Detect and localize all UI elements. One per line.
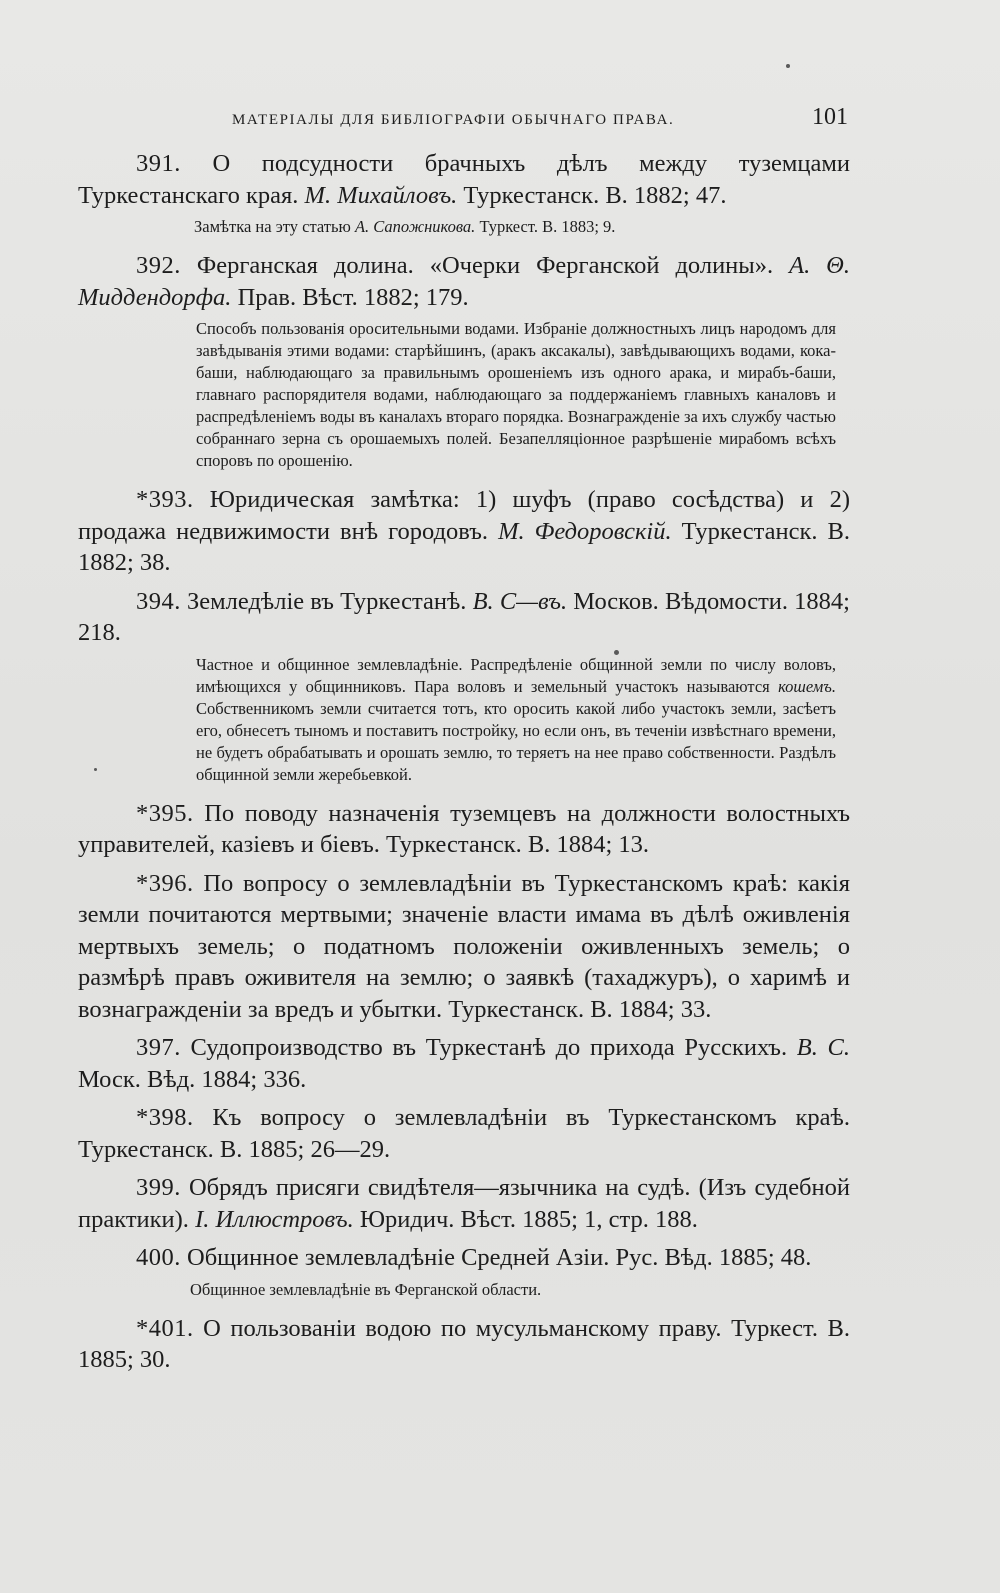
entry-397 (78, 1032, 850, 1095)
entry-text: По поводу назначенія туземцевъ на должности волостныхъ управителей, казіевъ и біевъ. Туркестанск. В. 1884; 13. (78, 799, 850, 858)
entry-author: І. Иллюстровъ. (195, 1205, 354, 1233)
entry-number: *395. (136, 799, 194, 827)
entry-title: Юридическая замѣтка: 1) шуфъ (право сосѣдства) и 2) продажа недвижимости внѣ городовъ. (78, 486, 850, 545)
note-text-continued: Собственникомъ земли считается тотъ, кто оросить какой либо участокъ земли, засѣетъ его, обнесетъ тыномъ и поставитъ постройку, но если онъ, въ теченіи извѣстнаго времени, не будетъ обрабатывать и орошать землю, то теряетъ на нее право собственности. Раздѣлъ общинной земли жеребьевкой. (196, 698, 836, 784)
entry-401 (78, 1313, 850, 1376)
entry-399 (78, 1172, 850, 1235)
entry-391 (78, 148, 850, 211)
entry-title: Земледѣліе въ Туркестанѣ. (180, 587, 473, 615)
entry-391-note (78, 216, 850, 238)
entry-number: 394. (136, 587, 181, 615)
entry-394 (78, 586, 850, 649)
page-number: 101 (812, 104, 848, 130)
entry-392 (78, 250, 850, 313)
entry-source: Юридич. Вѣст. 1885; 1, стр. 188. (353, 1205, 698, 1233)
entry-number: 397. (136, 1034, 181, 1061)
note-text: Общинное землевладѣніе въ Ферганской области. (190, 1279, 542, 1299)
entry-number: *401. (136, 1314, 194, 1342)
note-text: Частное и общинное землевладѣніе. Распредѣленіе общинной земли по числу воловъ, имѣющихся у общинниковъ. Пара воловъ и земельный участокъ называются (196, 654, 836, 696)
note-text: Замѣтка на эту статью (194, 217, 355, 236)
entry-number: *396. (136, 869, 194, 897)
entry-title: Обрядъ присяги свидѣтеля—язычника на судѣ. (Изъ судебной практики). (78, 1174, 850, 1233)
page-header (0, 104, 1000, 134)
entry-text: По вопросу о землевладѣніи въ Туркестанскомъ краѣ: какія земли почитаются мертвыми; значеніе власти имама въ дѣлѣ оживленія мертвыхъ земель; о податномъ положеніи оживленныхъ земель; о размѣрѣ правъ оживителя на землю; о заявкѣ (тахаджуръ), о харимѣ и вознагражденіи за вредъ и убытки. Туркестанск. В. 1884; 33. (78, 869, 850, 1023)
entry-number: 400. (136, 1244, 181, 1271)
note-text: Способъ пользованія оросительными водами. Избраніе должностныхъ лицъ народомъ для завѣдыванія этими водами: старѣйшинъ, (аракъ аксакалы), завѣдывающихъ водами, кока-баши, наблюдающаго за правильнымъ орошеніемъ изъ одного арака, и мирабъ-баши, главнаго распорядителя водами, наблюдающаго за поддержаніемъ главныхъ каналовъ и распредѣленіемъ воды въ каналахъ втораго порядка. Вознагражденіе за ихъ службу частью собраннаго зерна съ орошаемыхъ полей. Безапелляціонное разрѣшеніе мирабомъ всѣхъ споровъ по орошенію. (196, 319, 836, 470)
bibliography-list (78, 148, 850, 1383)
entry-393 (78, 484, 850, 579)
note-term: кошемъ. (778, 676, 836, 696)
entry-400 (78, 1242, 850, 1274)
entry-author: В. С—въ. (472, 587, 568, 615)
running-title: МАТЕРІАЛЫ ДЛЯ БИБЛІОГРАФІИ ОБЫЧНАГО ПРАВА. (232, 112, 675, 128)
entry-source: Прав. Вѣст. 1882; 179. (231, 283, 469, 311)
entry-number: 392. (136, 252, 181, 279)
entry-author: М. Михайловъ. (304, 181, 458, 209)
print-speck (786, 64, 790, 68)
entry-number: 399. (136, 1174, 181, 1201)
entry-author: В. С. (796, 1034, 850, 1061)
note-source: Туркест. В. 1883; 9. (475, 217, 616, 236)
entry-title: Ферганская долина. «Очерки Ферганской долины». (180, 252, 790, 279)
entry-number: 391. (136, 150, 181, 177)
entry-number: *398. (136, 1104, 194, 1131)
entry-number: *393. (136, 486, 194, 513)
entry-text: Къ вопросу о землевладѣніи въ Туркестанскомъ краѣ. Туркестанск. В. 1885; 26—29. (78, 1104, 850, 1163)
entry-title: О подсудности брачныхъ дѣлъ между туземцами Туркестанскаго края. (78, 150, 850, 209)
entry-source: Туркестанск. В. 1882; 38. (78, 517, 850, 576)
entry-400-note (78, 1279, 850, 1301)
entry-text: О пользованіи водою по мусульманскому праву. Туркест. В. 1885; 30. (78, 1314, 850, 1373)
entry-title: Судопроизводство въ Туркестанѣ до прихода Русскихъ. (180, 1034, 797, 1061)
entry-source: Моск. Вѣд. 1884; 336. (78, 1065, 307, 1093)
entry-395 (78, 798, 850, 861)
entry-author: М. Федоровскій. (498, 517, 672, 545)
entry-392-note (78, 318, 850, 472)
entry-398 (78, 1102, 850, 1165)
entry-396 (78, 868, 850, 1026)
note-author: А. Сапожникова. (354, 217, 476, 236)
entry-394-note (78, 654, 850, 786)
entry-author: А. Θ. Миддендорфа. (78, 252, 850, 311)
entry-text: Общинное землевладѣніе Средней Азіи. Рус. Вѣд. 1885; 48. (180, 1244, 812, 1271)
entry-source: Москов. Вѣдомости. 1884; 218. (78, 587, 850, 646)
entry-source: Туркестанск. В. 1882; 47. (457, 181, 727, 209)
